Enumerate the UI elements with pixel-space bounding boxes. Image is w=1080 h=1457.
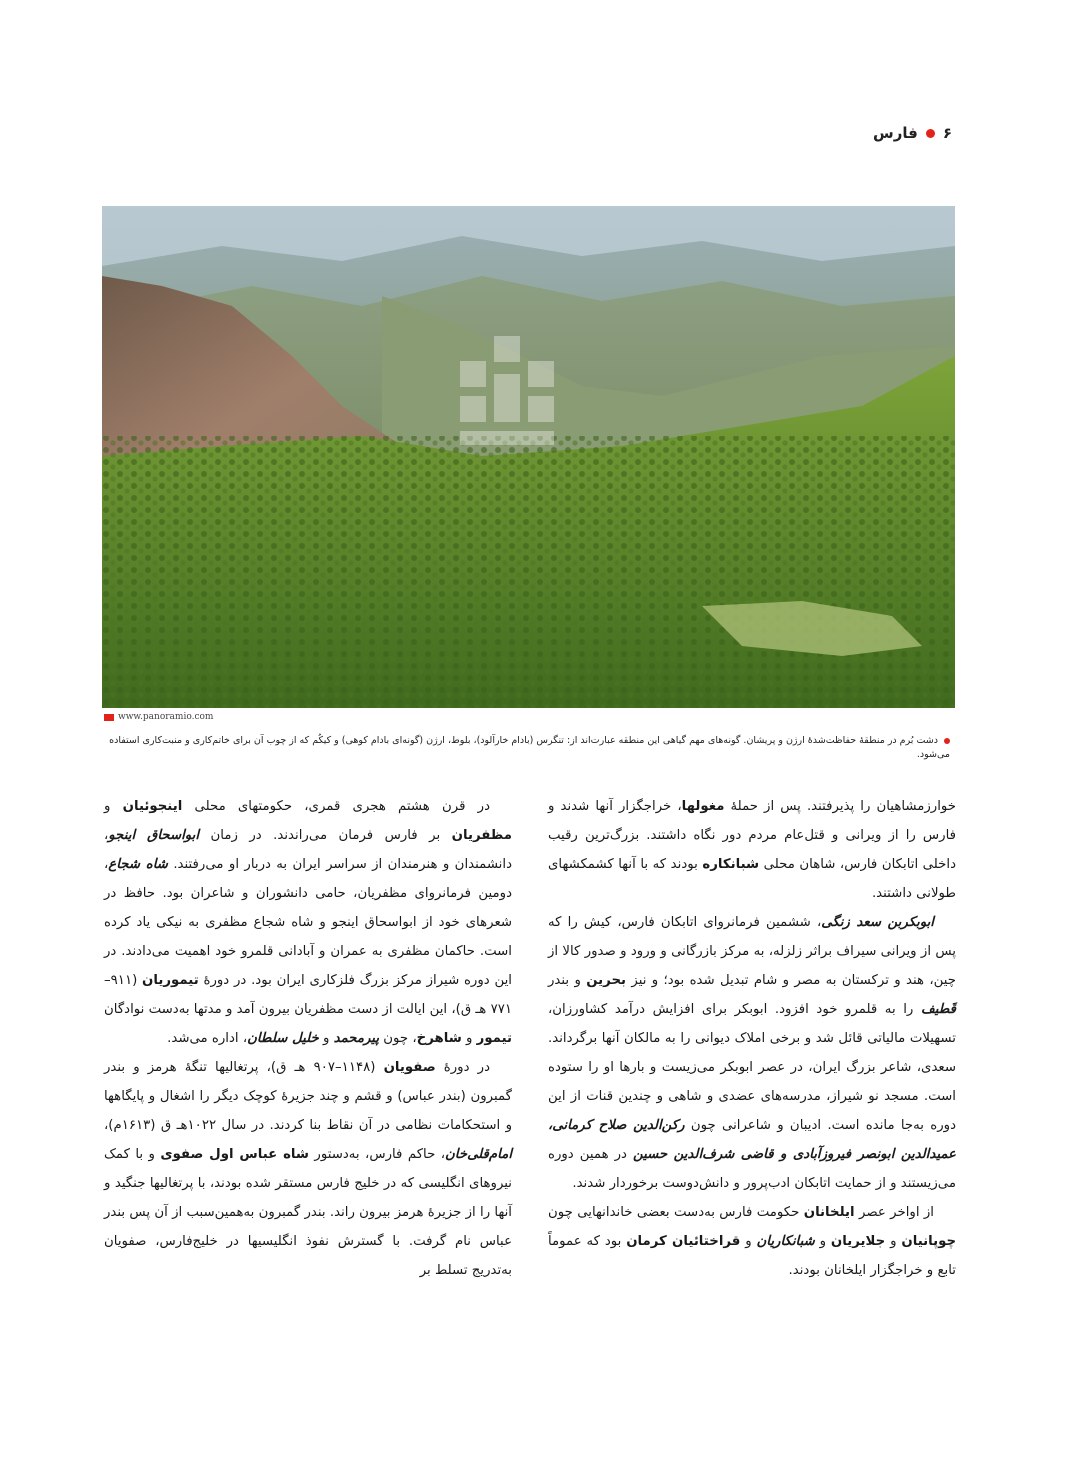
header-bullet-icon bbox=[926, 129, 935, 138]
text-column-left bbox=[104, 792, 512, 1285]
paragraph: از اواخر عصر ایلخانان حکومت فارس به‌دست بعضی خاندانهایی چون چوپانیان و جلایریان و شبانکاریان و قراختائیان کرمان بود که عموماً تابع و خراجگزار ایلخانان بودند. bbox=[548, 1205, 957, 1278]
landscape-photo bbox=[102, 206, 955, 708]
page-number: ۶ bbox=[942, 124, 952, 142]
paragraph: در دورهٔ صفویان (۱۱۴۸–۹۰۷ هـ ق)، پرتغالیها تنگهٔ هرمز و بندر گمبرون (بندر عباس) و قشم و چند جزیرهٔ کوچک دیگر را اشغال و پایگاهها و استحکامات نظامی در آن نقاط بنا کردند. در سال ۱۰۲۲هـ ق (۱۶۱۳م)، امام‌قلی‌خان، حاکم فارس، به‌دستور شاه عباس اول صفوی و با کمک نیروهای انگلیسی که در خلیج فارس مستقر شده بودند، با پرتغالیها جنگید و آنها را از جزیرهٔ هرمز بیرون راند. بندر گمبرون به‌همین‌سبب از آن پس بندر عباس نام گرفت. با گسترش نفوذ انگلیسیها در خلیج‌فارس، صفویان به‌تدریج تسلط بر bbox=[104, 1060, 513, 1278]
paragraph: در قرن هشتم هجری قمری، حکومتهای محلی اینجوئیان و مظفریان بر فارس فرمان می‌راندند. در زمان ابواسحاق اینجو، دانشمندان و هنرمندان از سراسر ایران به دربار او می‌رفتند. شاه شجاع، دومین فرمانروای مظفریان، حامی دانشوران و شاعران بود. حافظ در شعرهای خود از ابواسحاق اینجو و شاه شجاع مظفری به نیکی یاد کرده است. حاکمان مظفری به عمران و آبادانی قلمرو خود اهمیت می‌دادند. در این دوره شیراز مرکز بزرگ فلزکاری ایران بود. در دورهٔ تیموریان (۹۱۱–۷۷۱ هـ ق)، این ایالت از دست مظفریان بیرون آمد و مدتها به‌دست نوادگان تیمور و شاهرخ، چون پیرمحمد و خلیل سلطان، اداره می‌شد. bbox=[104, 799, 513, 1046]
text-column-right bbox=[548, 792, 956, 1285]
page-header bbox=[873, 124, 952, 142]
camera-icon bbox=[104, 714, 114, 721]
paragraph: خوارزمشاهیان را پذیرفتند. پس از حملهٔ مغولها، خراجگزار آنها شدند و فارس را از ویرانی و قتل‌عام مردم دور نگاه داشتند. بزرگ‌ترین رقیب داخلی اتابکان فارس، شاهان محلی شبانکاره بودند که با آنها کشمکشهای طولانی داشتند. bbox=[548, 799, 957, 901]
photo-credit-text: www.panoramio.com bbox=[118, 712, 214, 722]
paragraph: ابوبکربن سعد زنگی، ششمین فرمانروای اتابکان فارس، کیش را که پس از ویرانی سیراف براثر زلزله، به مرکز بازرگانی و ورود و صدور کالا از چین، هند و ترکستان به مصر و شام تبدیل شده بود؛ و نیز بحرین و بندر قَطیف را به قلمرو خود افزود. ابوبکر برای افزایش درآمد کشاورزان، تسهیلات مالیاتی قائل شد و برخی املاک دیوانی را به مالکان آنها برگرداند. سعدی، شاعر بزرگ ایران، در عصر ابوبکر می‌زیست و بارها او را ستوده است. مسجد نو شیراز، مدرسه‌های عضدی و شاهی و چندین قنات از این دوره به‌جا مانده است. ادیبان و شاعرانی چون رکن‌الدین صلاح کرمانی، عمیدالدین ابونصر فیروزآبادی و قاضی شرف‌الدین حسین در همین دوره می‌زیستند و از حمایت اتابکان ادب‌پرور و دانش‌دوست برخوردار شدند. bbox=[548, 915, 957, 1191]
section-title: فارس bbox=[873, 124, 918, 142]
photo-credit bbox=[104, 712, 213, 722]
caption-text: دشت بُرم در منطقهٔ حفاظت‌شدهٔ ارژن و پریشان. گونه‌های مهم گیاهی این منطقه عبارت‌اند از: تنگرس (بادام خارآلود)، بلوط، ارژن (گونه‌ای بادام کوهی) و کیکُم که از چوب آن برای خاتم‌کاری و منبت‌کاری استفاده می‌شود. bbox=[109, 735, 950, 760]
figure-caption bbox=[100, 734, 950, 762]
caption-bullet-icon bbox=[944, 738, 950, 744]
